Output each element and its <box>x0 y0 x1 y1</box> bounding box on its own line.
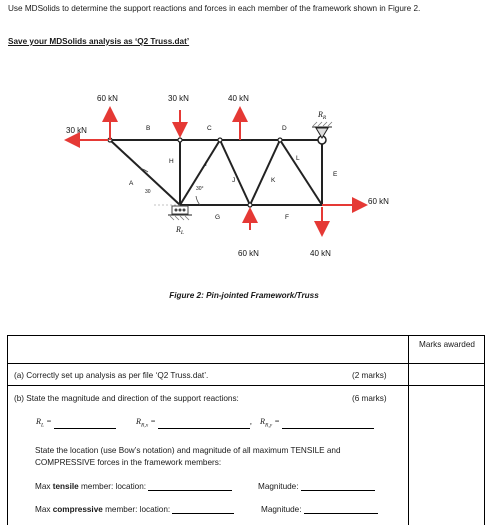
question-b-marks: (6 marks) <box>352 394 387 403</box>
node-label: I <box>205 161 207 168</box>
max-compressive-row: Max compressive member: location: <box>35 505 234 514</box>
joint <box>178 138 182 142</box>
load-label: 60 kN <box>368 197 389 206</box>
intro-text: Use MDSolids to determine the support reactions and forces in each member of the framework shown in Figure 2. <box>8 4 421 13</box>
node-label: B <box>146 125 151 132</box>
reaction-rry-row: $R_{R,y}$ = <box>260 417 374 429</box>
reaction-label-left: $R_L$ <box>176 225 184 236</box>
node-label: G <box>215 214 221 221</box>
node-label: D <box>282 125 287 132</box>
node-label: L <box>296 155 300 162</box>
compressive-magnitude-row: Magnitude: <box>261 505 378 514</box>
node-label: C <box>207 125 212 132</box>
tensile-magnitude-field[interactable] <box>301 482 375 491</box>
member-left-diagonal <box>110 140 180 205</box>
node-label: A <box>129 180 134 187</box>
figure-caption: Figure 2: Pin-jointed Framework/Truss <box>169 291 319 300</box>
reaction-rrx-row: $R_{R,x}$ = , <box>136 417 252 429</box>
node-label: K <box>271 177 276 184</box>
compressive-location-field[interactable] <box>172 505 234 514</box>
rl-answer-field[interactable] <box>54 420 116 429</box>
member-diagonal-2 <box>220 140 250 205</box>
rrx-answer-field[interactable] <box>158 420 250 429</box>
question-a-marks: (2 marks) <box>352 371 387 380</box>
joint <box>278 138 282 142</box>
angle-label: 30 <box>145 189 151 195</box>
load-label: 30 kN <box>168 94 189 103</box>
reaction-rl-row: $R_L$ = <box>36 417 116 429</box>
member-diagonal-1 <box>180 140 220 205</box>
load-label: 40 kN <box>310 249 331 258</box>
question-b: (b) State the magnitude and direction of the support reactions: <box>14 394 239 403</box>
angle-label: 30° <box>196 186 204 192</box>
node-label: H <box>169 158 174 165</box>
node-label: E <box>333 171 338 178</box>
truss-members <box>110 140 322 205</box>
compressive-magnitude-field[interactable] <box>304 505 378 514</box>
load-label: 30 kN <box>66 126 87 135</box>
truss-figure <box>0 85 488 290</box>
marks-awarded-header: Marks awarded <box>419 340 475 349</box>
load-label: 60 kN <box>97 94 118 103</box>
joint <box>218 138 222 142</box>
roller-support-left <box>168 206 192 220</box>
joint <box>248 203 252 207</box>
member-diagonal-4 <box>280 140 322 205</box>
tensile-location-field[interactable] <box>148 482 232 491</box>
location-instructions: State the location (use Bow’s notation) and magnitude of all maximum TENSILE and COMPRESSIVE forces in the framework members: <box>35 446 341 467</box>
marks-table <box>7 335 485 525</box>
load-label: 60 kN <box>238 249 259 258</box>
rry-answer-field[interactable] <box>282 420 374 429</box>
save-instruction: Save your MDSolids analysis as ‘Q2 Truss.dat’ <box>8 37 190 46</box>
tensile-magnitude-row: Magnitude: <box>258 482 375 491</box>
reaction-label-right: $R_R$ <box>318 110 327 121</box>
node-label: F <box>285 214 289 221</box>
node-label: J <box>232 177 236 184</box>
max-tensile-row: Max tensile member: location: <box>35 482 232 491</box>
load-label: 40 kN <box>228 94 249 103</box>
question-a: (a) Correctly set up analysis as per file ‘Q2 Truss.dat’. <box>14 371 209 380</box>
member-diagonal-3 <box>250 140 280 205</box>
